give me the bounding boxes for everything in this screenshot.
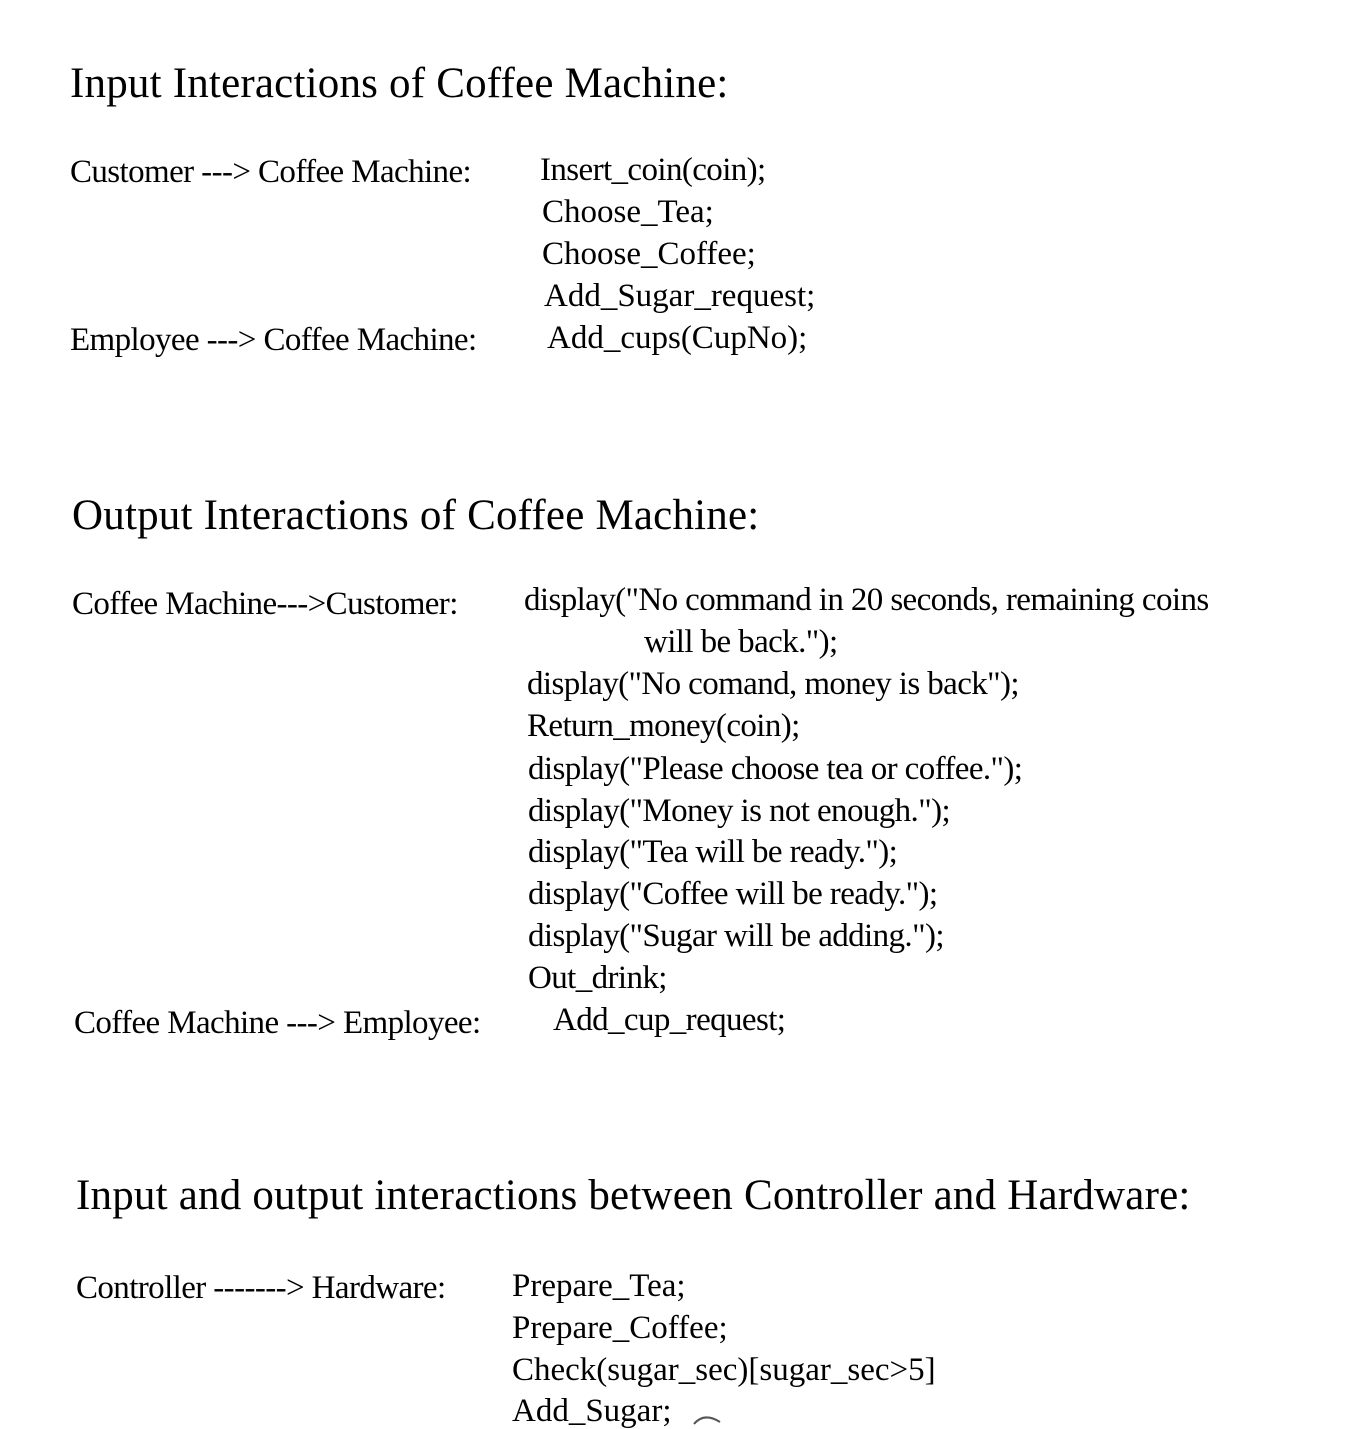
interaction-line: display("Please choose tea or coffee."); [528, 751, 1023, 787]
interaction-line: Out_drink; [528, 960, 667, 996]
section-heading-input-interactions: Input Interactions of Coffee Machine: [70, 60, 729, 107]
section-heading-output-interactions: Output Interactions of Coffee Machine: [72, 492, 760, 539]
interaction-line: Add_cup_request; [553, 1002, 786, 1038]
interaction-line: display("Coffee will be ready."); [528, 876, 938, 912]
interaction-line: display("No comand, money is back"); [527, 666, 1019, 702]
pen-stroke-mark [690, 1408, 726, 1428]
interaction-line: Add_Sugar_request; [544, 278, 816, 314]
interaction-line: Add_Sugar; [512, 1393, 672, 1429]
interaction-line: Prepare_Coffee; [512, 1310, 728, 1346]
interaction-line: display("Money is not enough."); [528, 793, 951, 829]
interaction-line: display("No command in 20 seconds, remaining coins [524, 582, 1209, 618]
interaction-line: display("Tea will be ready."); [528, 834, 898, 870]
section-heading-controller-hardware: Input and output interactions between Controller and Hardware: [76, 1172, 1191, 1219]
interaction-line: will be back."); [644, 624, 838, 660]
interaction-line: Prepare_Tea; [512, 1268, 686, 1304]
interaction-line: Choose_Tea; [542, 194, 714, 230]
interaction-label: Customer ---> Coffee Machine: [70, 154, 472, 190]
interaction-line: Return_money(coin); [527, 708, 800, 744]
interaction-label: Coffee Machine--->Customer: [72, 586, 458, 622]
interaction-label: Employee ---> Coffee Machine: [70, 322, 477, 358]
interaction-line: display("Sugar will be adding."); [528, 918, 944, 954]
interaction-line: Insert_coin(coin); [540, 152, 766, 188]
interaction-label: Coffee Machine ---> Employee: [74, 1005, 481, 1041]
interaction-line: Add_cups(CupNo); [547, 320, 808, 356]
interaction-line: Check(sugar_sec)[sugar_sec>5] [512, 1352, 936, 1388]
interaction-line: Choose_Coffee; [542, 236, 756, 272]
interaction-label: Controller -------> Hardware: [76, 1270, 446, 1306]
